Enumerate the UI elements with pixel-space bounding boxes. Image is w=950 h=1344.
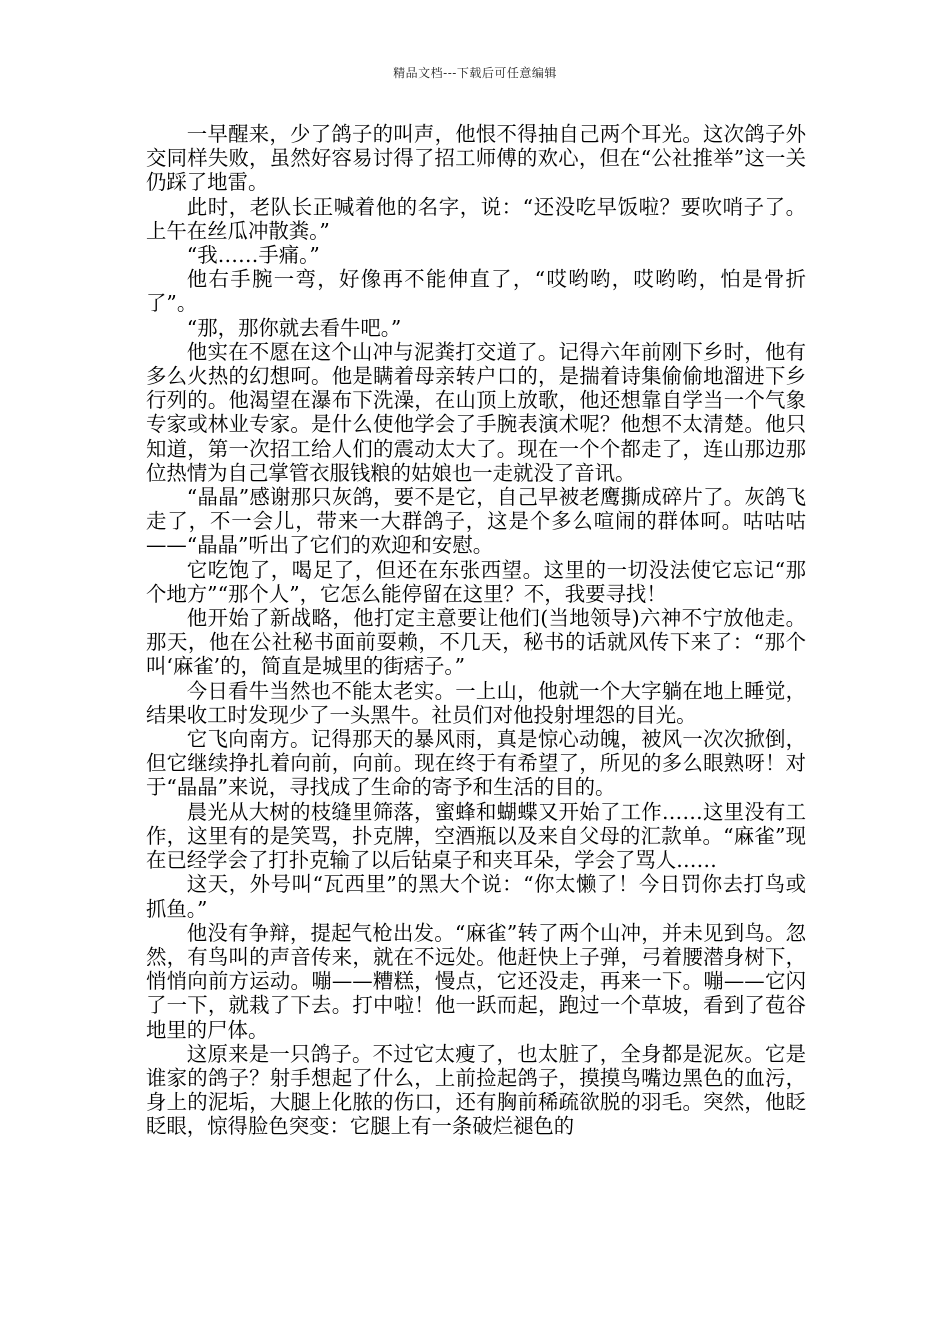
paragraph: 它吃饱了，喝足了，但还在东张西望。这里的一切没法使它忘记“那个地方”“那个人”，它怎么能停留在这里？不，我要寻找！: [146, 557, 806, 606]
paragraph: 此时，老队长正喊着他的名字，说：“还没吃早饭啦？要吹哨子了。上午在丝瓜冲散粪。”: [146, 194, 806, 243]
paragraph: 它飞向南方。记得那天的暴风雨，真是惊心动魄，被风一次次掀倒，但它继续挣扎着向前，向前。现在终于有希望了，所见的多么眼熟呀！对于“晶晶”来说，寻找成了生命的寄予和生活的目的。: [146, 727, 806, 800]
paragraph: 这原来是一只鸽子。不过它太瘦了，也太脏了，全身都是泥灰。它是谁家的鸽子？射手想起了什么，上前捡起鸽子，摸摸鸟嘴边黑色的血污，身上的泥垢，大腿上化脓的伤口，还有胸前稀疏欲脱的羽毛。突然，他眨眨眼，惊得脸色突变：它腿上有一条破烂褪色的: [146, 1041, 806, 1139]
paragraph: 他右手腕一弯，好像再不能伸直了，“哎哟哟，哎哟哟，怕是骨折了”。: [146, 267, 806, 316]
page-header: 精品文档---下载后可任意编辑: [393, 66, 557, 80]
paragraph: 他实在不愿在这个山冲与泥粪打交道了。记得六年前刚下乡时，他有多么火热的幻想呵。他是瞒着母亲转户口的，是揣着诗集偷偷地溜进下乡行列的。他渴望在瀑布下洗澡，在山顶上放歌，他还想靠自学当一个气象专家或林业专家。是什么使他学会了手腕表演术呢？他想不太清楚。他只知道，第一次招工给人们的震动太大了。现在一个个都走了，连山那边那位热情为自己掌管衣服钱粮的姑娘也一走就没了音讯。: [146, 339, 806, 485]
document-body: [146, 122, 806, 1139]
paragraph: “我……手痛。”: [186, 243, 320, 268]
paragraph: 他没有争辩，提起气枪出发。“麻雀”转了两个山冲，并未见到鸟。忽然，有鸟叫的声音传来，就在不远处。他赶快上子弹，弓着腰潜身树下，悄悄向前方运动。嘣——糟糕，慢点，它还没走，再来一下。嘣——它闪了一下，就栽了下去。打中啦！他一跃而起，跑过一个草坡，看到了苞谷地里的尸体。: [146, 920, 806, 1042]
paragraph: 今日看牛当然也不能太老实。一上山，他就一个大字躺在地上睡觉，结果收工时发现少了一头黑牛。社员们对他投射埋怨的目光。: [146, 678, 806, 727]
paragraph: 这天，外号叫“瓦西里”的黑大个说：“你太懒了！今日罚你去打鸟或抓鱼。”: [146, 872, 806, 921]
paragraph: 他开始了新战略，他打定主意要让他们(当地领导)六神不宁放他走。那天，他在公社秘书面前耍赖，不几天，秘书的话就风传下来了：“那个叫‘麻雀’的，简直是城里的街痞子。”: [146, 606, 806, 679]
paragraph: “那，那你就去看牛吧。”: [186, 315, 402, 340]
paragraph: 一早醒来，少了鸽子的叫声，他恨不得抽自己两个耳光。这次鸽子外交同样失败，虽然好容易讨得了招工师傅的欢心，但在“公社推举”这一关仍踩了地雷。: [146, 122, 806, 195]
paragraph: “晶晶”感谢那只灰鸽，要不是它，自己早被老鹰撕成碎片了。灰鸽飞走了，不一会儿，带来一大群鸽子，这是个多么喧闹的群体呵。咕咕咕——“晶晶”听出了它们的欢迎和安慰。: [146, 485, 806, 558]
paragraph: 晨光从大树的枝缝里筛落，蜜蜂和蝴蝶又开始了工作……这里没有工作，这里有的是笑骂，扑克牌，空酒瓶以及来自父母的汇款单。“麻雀”现在已经学会了打扑克输了以后钻桌子和夹耳朵，学会了骂人……: [146, 799, 806, 873]
